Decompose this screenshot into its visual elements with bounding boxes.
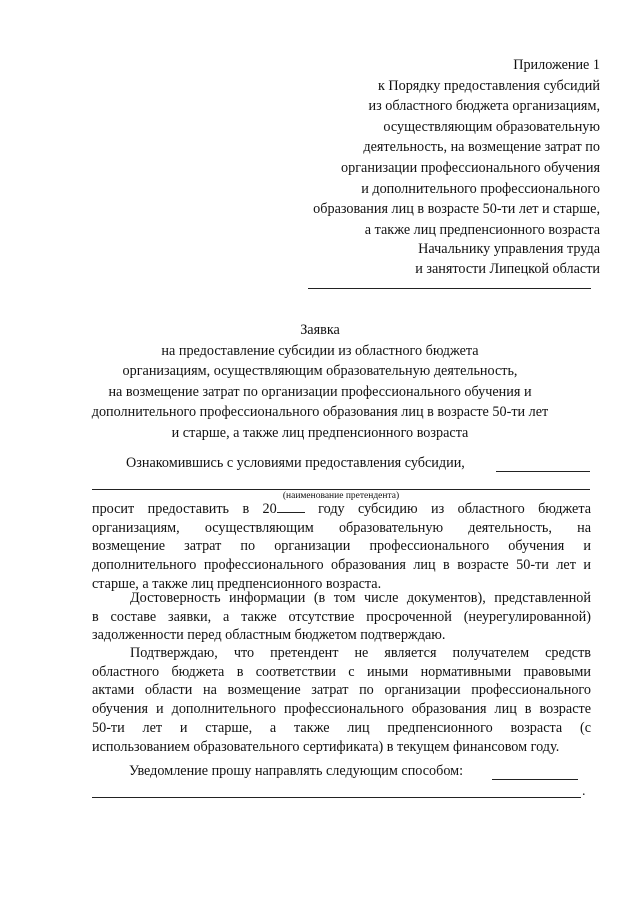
addressee-blank-line [308, 288, 591, 289]
intro-blank-line [496, 471, 590, 472]
paragraph-request [92, 500, 591, 594]
paragraph-line: в составе заявки, а также отсутствие просроченной (неурегулированной) [92, 608, 591, 625]
title-line: дополнительного профессионального образования лиц в возрасте 50-ти лет [91, 404, 549, 421]
paragraph-line: старше, а также лиц предпенсионного возраста. [92, 575, 382, 592]
annex-line: а также лиц предпенсионного возраста [364, 221, 600, 238]
annex-line: из областного бюджета организациям, [368, 98, 600, 115]
paragraph-confirmation [92, 644, 591, 756]
annex-line: деятельность, на возмещение затрат по [363, 139, 600, 156]
paragraph-line: Достоверность информации (в том числе документов), представленной [130, 590, 591, 606]
paragraph-line: организациям, осуществляющим образовательную деятельность, на [92, 519, 591, 536]
paragraph-line: возмещение затрат по организации профессионального обучения и [92, 538, 591, 555]
year-blank [277, 500, 305, 513]
annex-line: Приложение 1 [513, 57, 600, 73]
paragraph-line: актами области на возмещение затрат по организации профессионального [92, 682, 591, 699]
addressee-block [300, 239, 600, 279]
title-line: на возмещение затрат по организации профессионального обучения и [108, 383, 532, 400]
annex-line: к Порядку предоставления субсидий [377, 77, 600, 94]
notice-text: Уведомление прошу направлять следующим способом: [129, 763, 464, 779]
paragraph-line: дополнительного профессионального образования лиц в возрасте 50-ти лет и [92, 557, 591, 574]
paragraph-line: обучения и дополнительного профессионального образования лиц в возрасте [92, 701, 591, 718]
paragraph-line: просит предоставить в 20 году субсидию из областного бюджета [92, 501, 591, 517]
notice-end-period: . [582, 784, 586, 799]
notice-blank-line-2 [92, 797, 581, 798]
annex-line: образования лиц в возрасте 50-ти лет и старше, [313, 201, 600, 218]
annex-header [240, 55, 600, 240]
intro-text: Ознакомившись с условиями предоставления субсидии, [126, 455, 465, 471]
application-title [60, 320, 580, 444]
paragraph-line: задолженности перед областным бюджетом подтверждаю. [92, 627, 446, 644]
title-line: организациям, осуществляющим образовательную деятельность, [122, 363, 518, 380]
notice-blank-line [492, 779, 578, 780]
applicant-caption: (наименование претендента) [282, 491, 400, 501]
paragraph-line: областного бюджета в соответствии с иными нормативными правовыми [92, 663, 591, 680]
title-line: Заявка [300, 322, 340, 338]
paragraph-line: 50-ти лет и старше, а также лиц предпенсионного возраста (с [92, 719, 591, 736]
title-line: и старше, а также лиц предпенсионного возраста [171, 424, 469, 441]
paragraph-line: использованием образовательного сертификата) в текущем финансовом году. [92, 738, 560, 755]
title-line: на предоставление субсидии из областного бюджета [161, 342, 479, 359]
addressee-line: и занятости Липецкой области [415, 261, 600, 277]
annex-line: осуществляющим образовательную [383, 118, 600, 135]
annex-line: и дополнительного профессионального [361, 180, 600, 197]
annex-line: организации профессионального обучения [341, 159, 600, 176]
paragraph-reliability [92, 589, 591, 645]
addressee-line: Начальнику управления труда [418, 241, 600, 257]
paragraph-line: Подтверждаю, что претендент не является получателем средств [130, 645, 591, 661]
